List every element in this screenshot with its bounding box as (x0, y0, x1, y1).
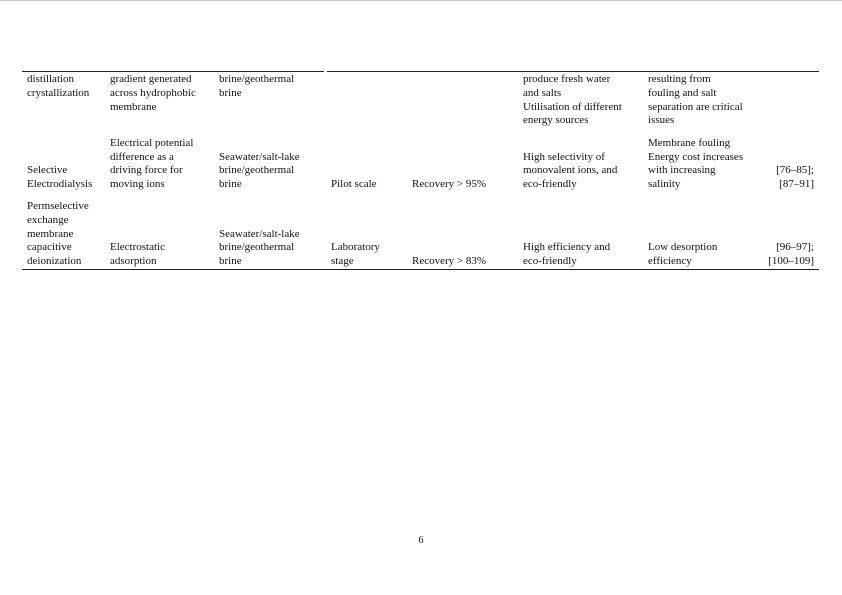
cell-principle: gradient generated across hydrophobic membrane (110, 73, 196, 113)
page-top-border (0, 0, 842, 1)
cell-method: Selective Electrodialysis (27, 164, 93, 191)
cell-principle: Electrostatic adsorption (110, 241, 165, 268)
cell-advantages: produce fresh water and salts Utilisation of different energy sources (523, 73, 622, 127)
page-number: 6 (418, 535, 424, 546)
cell-principle: Electrical potential difference as a driving force for moving ions (110, 136, 194, 191)
cell-source: Seawater/salt-lake brine/geothermal brine (219, 150, 300, 191)
cell-source: Seawater/salt-lake brine/geothermal brine (219, 227, 300, 268)
cell-disadvantages: resulting from fouling and salt separation are critical issues (648, 73, 743, 127)
table-row (22, 73, 819, 128)
table-top-rule (327, 71, 819, 72)
cell-advantages: High selectivity of monovalent ions, and eco-friendly (523, 150, 618, 191)
cell-disadvantages: Membrane fouling Energy cost increases with increasing salinity (648, 136, 744, 191)
cell-disadvantages: Low desorption efficiency (648, 241, 718, 268)
table-bottom-rule (22, 269, 819, 270)
cell-references: [96–97]; [100–109] (768, 241, 814, 268)
cell-performance: Recovery > 83% (412, 255, 487, 268)
table-row (22, 137, 819, 192)
cell-references: [76–85]; [87–91] (776, 164, 814, 191)
table-top-rule (22, 71, 324, 72)
cell-performance: Recovery > 95% (412, 178, 487, 191)
cell-method: Permselective exchange membrane capacitive deionization (27, 200, 89, 268)
cell-source: brine/geothermal brine (219, 73, 295, 99)
cell-advantages: High efficiency and eco-friendly (523, 241, 611, 268)
table-row (22, 200, 819, 269)
cell-stage: Laboratory stage (331, 241, 380, 268)
cell-stage: Pilot scale (331, 178, 377, 191)
cell-method: distillation crystallization (27, 73, 90, 99)
